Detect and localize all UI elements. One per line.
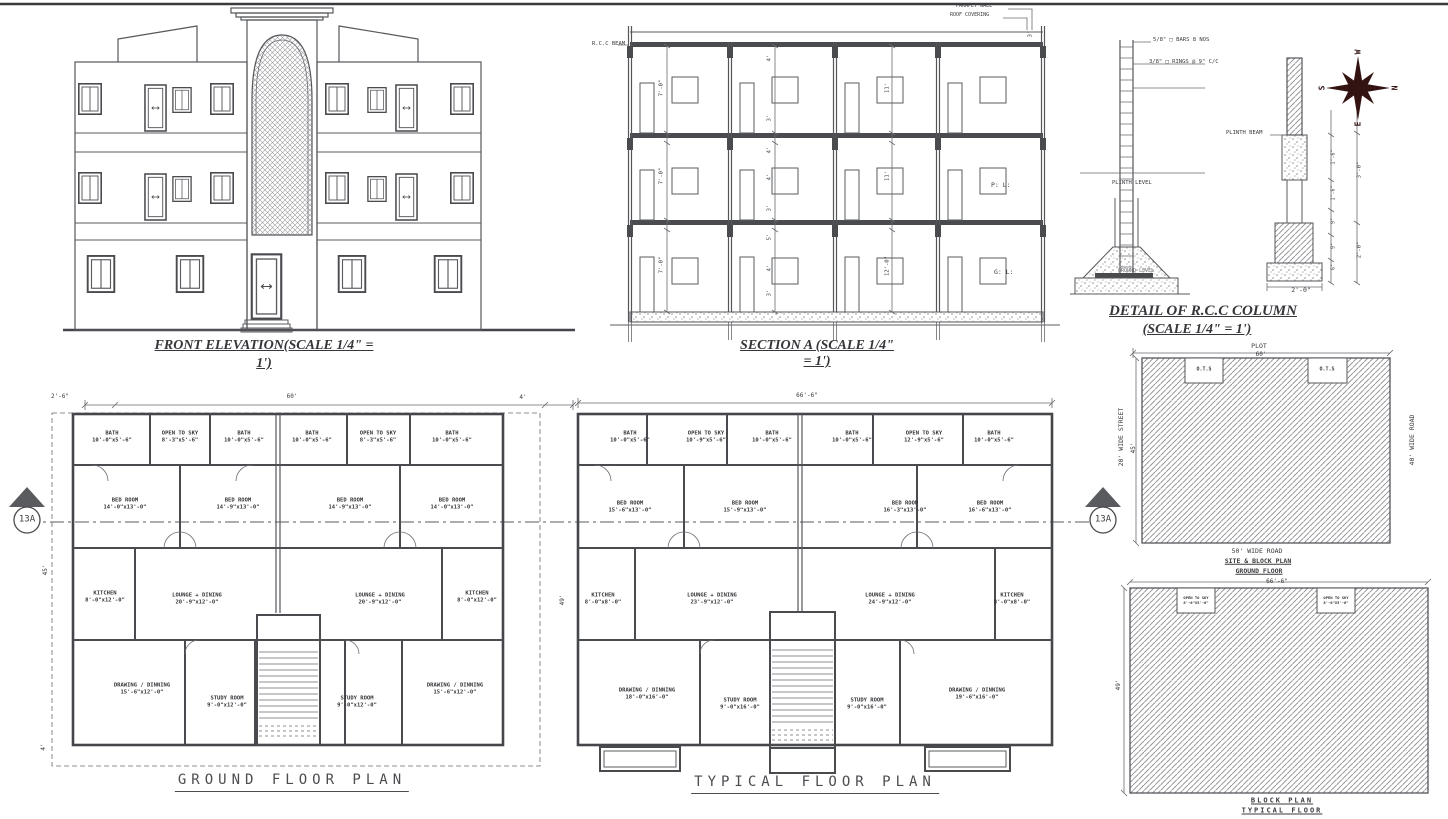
- column-detail-title-line2: (SCALE 1/4" = 1'): [1142, 322, 1252, 337]
- front-elevation-drawing: [55, 5, 585, 375]
- section-a-title-line2: = 1'): [803, 354, 831, 369]
- rcc-beam-label: R.C.C BEAM: [592, 41, 626, 47]
- room-dims: 9'-0"x12'-0": [337, 703, 377, 709]
- room-dims: 14'-9"x13'-0": [216, 505, 260, 511]
- dim-mid-f2-a: 4': [766, 146, 773, 154]
- room-label: [432, 431, 472, 446]
- dim-inner-4: 9": [1330, 242, 1337, 250]
- room-dims: 9'-0"x16'-0": [720, 705, 760, 711]
- room-dims: 24'-9"x12'-0": [868, 600, 912, 606]
- compass-rose: [1317, 48, 1400, 133]
- plinth-level-mark: P: L:: [991, 181, 1011, 189]
- bars-note: 5/8" □ BARS 8 NOS: [1153, 37, 1210, 43]
- room-dims: 14'-9"x13'-0": [328, 505, 372, 511]
- room-dims: 20'-9"x12'-0": [175, 600, 219, 606]
- room-label: [968, 501, 1011, 516]
- ots-name: OPEN TO SKY: [1323, 594, 1349, 600]
- ground-plan-dim-lines: [82, 400, 576, 410]
- room-name: KITCHEN: [591, 592, 615, 599]
- room-name: LOUNGE + DINING: [355, 592, 405, 599]
- room-label: [865, 593, 915, 608]
- room-dims: 10'-0"x5'-6": [92, 438, 132, 444]
- room-label: [686, 431, 726, 446]
- dim-mid-f1-c: 3': [766, 289, 773, 297]
- room-label: [103, 498, 146, 513]
- room-dims: 14'-0"x13'-0": [430, 505, 474, 511]
- room-dims: 10'-0"x5'-6": [224, 438, 264, 444]
- block-ots-left: [1183, 595, 1208, 605]
- room-dims: 15'-6"x12'-0": [433, 690, 477, 696]
- room-name: BATH: [765, 430, 779, 437]
- room-dims: 19'-6"x16'-0": [955, 695, 999, 701]
- typical-floor-plan-title: TYPICAL FLOOR PLAN: [691, 774, 939, 794]
- site-road-right-label: 40' WIDE ROAD: [1407, 414, 1416, 466]
- room-label: [207, 696, 247, 711]
- room-dims: 16'-3"x13'-0": [883, 508, 927, 514]
- room-name: KITCHEN: [465, 590, 489, 597]
- block-plan-title-line2: TYPICAL FLOOR: [1241, 806, 1323, 815]
- dim-11-f2: 11': [884, 171, 891, 181]
- ground-floor-plan-title: GROUND FLOOR PLAN: [175, 772, 409, 792]
- room-name: OPEN TO SKY: [359, 430, 397, 437]
- ground-level-mark: G: L:: [994, 268, 1014, 276]
- dim-mid-f3-a: 4': [766, 54, 773, 62]
- site-dim-left: 45': [1130, 442, 1137, 454]
- room-name: OPEN TO SKY: [161, 430, 199, 437]
- dim-mid-f2-b: 4': [766, 173, 773, 181]
- room-dims: 18'-0"x16'-0": [625, 695, 669, 701]
- room-name: BATH: [845, 430, 859, 437]
- ground-dim-top-left: 2'-6": [50, 393, 70, 400]
- room-label: [585, 593, 621, 608]
- room-label: [723, 501, 766, 516]
- block-plan-title-line1: BLOCK PLAN: [1250, 796, 1314, 805]
- dim-outer-1: 3'-0": [1356, 161, 1363, 179]
- room-dims: 12'-9"x5'-6": [904, 438, 944, 444]
- site-dim-top: 60': [1255, 351, 1267, 358]
- section-dim-lines: [618, 9, 1032, 314]
- room-label: [883, 501, 926, 516]
- room-dims: 23'-9"x12'-0": [690, 600, 734, 606]
- ots-dims: 8'-6"X5'-6": [1183, 600, 1209, 605]
- room-dims: 10'-0"x5'-6": [292, 438, 332, 444]
- front-elevation-title-line1: FRONT ELEVATION(SCALE 1/4" =: [154, 338, 374, 353]
- room-dims: 10'-0"x5'-6": [974, 438, 1014, 444]
- roof-covering-label: ROOF COVERING: [950, 12, 990, 18]
- room-name: BED ROOM: [438, 497, 466, 504]
- room-name: BED ROOM: [224, 497, 252, 504]
- room-dims: 15'-6"x13'-0": [608, 508, 652, 514]
- front-elevation-title-line2: 1'): [256, 356, 272, 371]
- ground-dim-bottom-left: 4': [40, 743, 47, 751]
- parapet-height-dim: 3': [1027, 30, 1034, 38]
- room-label: [162, 431, 198, 446]
- room-name: BED ROOM: [111, 497, 139, 504]
- room-name: BED ROOM: [616, 500, 644, 507]
- room-dims: 10'-0"x5'-6": [610, 438, 650, 444]
- site-street-left-label: 20' WIDE STREET: [1116, 407, 1125, 467]
- room-label: [904, 431, 944, 446]
- room-dims: 8'-3"x5'-6": [161, 438, 199, 444]
- typical-plan-balconies: [600, 747, 1010, 771]
- compass-north-label: N: [1390, 85, 1400, 91]
- room-label: [720, 698, 760, 713]
- room-name: BATH: [445, 430, 459, 437]
- dim-inner-1: 1'-6": [1330, 149, 1337, 165]
- room-name: BATH: [105, 430, 119, 437]
- room-dims: 14'-0"x13'-0": [103, 505, 147, 511]
- room-dims: 9'-0"x12'-0": [207, 703, 247, 709]
- room-dims: 8'-0"x12'-0": [457, 598, 497, 604]
- ground-dim-top: 60': [286, 393, 298, 400]
- compass-east-label: E: [1353, 121, 1363, 127]
- site-plan-title-line1: SITE & BLOCK PLAN: [1224, 556, 1292, 565]
- room-name: LOUNGE + DINING: [865, 592, 915, 599]
- room-dims: 8'-0"x8'-0": [584, 600, 622, 606]
- room-dims: 15'-6"x12'-0": [120, 690, 164, 696]
- room-label: [608, 501, 651, 516]
- section-a-title-line1: SECTION A (SCALE 1/4": [740, 338, 894, 353]
- room-dims: 10'-0"x5'-6": [832, 438, 872, 444]
- room-label: [337, 696, 377, 711]
- room-dims: 10'-9"x5'-6": [686, 438, 726, 444]
- block-plan-drawing: [1100, 565, 1448, 819]
- room-label: [619, 688, 675, 703]
- room-name: BATH: [623, 430, 637, 437]
- room-label: [430, 498, 473, 513]
- room-dims: 9'-0"x16'-0": [847, 705, 887, 711]
- block-ots-right: [1323, 595, 1348, 605]
- dim-mid-f2-c: 3': [766, 204, 773, 212]
- dim-mid-f1-b: 4': [766, 264, 773, 272]
- room-label: [457, 591, 497, 606]
- room-name: DRAWING / DINNING: [948, 687, 1006, 694]
- elevation-structure: [63, 8, 575, 330]
- room-name: BED ROOM: [336, 497, 364, 504]
- room-name: STUDY ROOM: [210, 695, 244, 702]
- rings-note: 3/8" □ RINGS @ 9" C/C: [1149, 59, 1219, 65]
- room-name: DRAWING / DINNING: [426, 682, 484, 689]
- room-label: [292, 431, 332, 446]
- ground-dim-left: 45': [42, 564, 49, 576]
- room-name: LOUNGE + DINING: [687, 592, 737, 599]
- typical-plan-door-arcs: [595, 465, 1019, 654]
- room-label: [224, 431, 264, 446]
- room-name: STUDY ROOM: [340, 695, 374, 702]
- dim-7-0-f2: 7'-0": [658, 167, 665, 185]
- dim-base: 2'-0": [1291, 285, 1311, 294]
- plinth-level-label: PLINTH LEVEL: [1112, 180, 1152, 186]
- ground-plan-door-arcs: [92, 465, 416, 654]
- dim-12-0-f1: 12'-0": [884, 256, 891, 276]
- dim-mid-f3-b: 3': [766, 114, 773, 122]
- room-name: STUDY ROOM: [723, 697, 757, 704]
- room-label: [360, 431, 396, 446]
- block-dim-left: 49': [1115, 679, 1122, 691]
- room-label: [847, 698, 887, 713]
- dim-7-0-f1: 7'-0": [658, 256, 665, 274]
- plinth-beam-label: PLINTH BEAM: [1226, 130, 1263, 136]
- room-label: [85, 591, 125, 606]
- room-dims: 15'-9"x13'-0": [723, 508, 767, 514]
- room-label: [687, 593, 737, 608]
- ots-name: OPEN TO SKY: [1183, 594, 1209, 600]
- ots-dims: 8'-6"X5'-6": [1323, 600, 1349, 605]
- room-name: KITCHEN: [1000, 592, 1024, 599]
- room-name: BED ROOM: [731, 500, 759, 507]
- room-label: [328, 498, 371, 513]
- dim-11-f3: 11': [884, 83, 891, 93]
- room-dims: 8'-0"x12'-0": [85, 598, 125, 604]
- parapet-wall-label: PARAPET WALL: [956, 3, 993, 9]
- arch-feature: [252, 35, 312, 235]
- room-label: [994, 593, 1030, 608]
- column-with-reinforcement: [1070, 40, 1205, 294]
- room-dims: 10'-0"x5'-6": [752, 438, 792, 444]
- room-name: STUDY ROOM: [850, 697, 884, 704]
- room-label: [216, 498, 259, 513]
- typical-floor-plan-drawing: [555, 390, 1065, 810]
- room-name: KITCHEN: [93, 590, 117, 597]
- room-name: BED ROOM: [976, 500, 1004, 507]
- typical-plan-dim-lines: [575, 398, 1055, 408]
- dim-inner-2: 1'-6": [1330, 185, 1337, 201]
- room-name: BATH: [987, 430, 1001, 437]
- room-dims: 8'-3"x5'-6": [359, 438, 397, 444]
- room-dims: 16'-6"x13'-0": [968, 508, 1012, 514]
- room-label: [949, 688, 1005, 703]
- column-detail-title-line1: DETAIL OF R.C.C COLUMN: [1109, 303, 1297, 319]
- dim-7-0-f3: 7'-0": [658, 79, 665, 97]
- room-dims: 10'-0"x5'-6": [432, 438, 472, 444]
- site-plan-title-line2: GROUND FLOOR: [1235, 566, 1283, 575]
- room-name: DRAWING / DINNING: [113, 682, 171, 689]
- room-label: [974, 431, 1014, 446]
- room-label: [114, 683, 170, 698]
- typical-dim-left: 49': [559, 594, 566, 606]
- room-name: OPEN TO SKY: [687, 430, 725, 437]
- room-label: [427, 683, 483, 698]
- room-label: [92, 431, 132, 446]
- ground-level-label: GROUND LEVEL: [1118, 268, 1155, 274]
- compass-west-label: W: [1353, 49, 1363, 55]
- room-label: [610, 431, 650, 446]
- room-label: [172, 593, 222, 608]
- section-openings: [640, 77, 1006, 312]
- block-dim-top: 66'-6": [1266, 578, 1288, 585]
- section-marker-left-label: 13A: [18, 514, 36, 525]
- ground-plan-stair: [257, 615, 320, 745]
- room-name: BATH: [237, 430, 251, 437]
- site-ots-label-right: O.T.S: [1319, 366, 1335, 373]
- room-name: OPEN TO SKY: [905, 430, 943, 437]
- room-label: [355, 593, 405, 608]
- room-label: [752, 431, 792, 446]
- room-name: LOUNGE + DINING: [172, 592, 222, 599]
- site-ots-label-left: O.T.S: [1196, 366, 1212, 373]
- typical-plan-stair: [770, 612, 835, 773]
- typical-dim-top: 66'-6": [796, 392, 818, 399]
- dim-mid-f1-a: 5': [766, 233, 773, 241]
- compass-south-label: S: [1317, 85, 1327, 91]
- dim-inner-3: 9": [1330, 217, 1337, 225]
- room-name: DRAWING / DINNING: [618, 687, 676, 694]
- room-dims: 20'-9"x12'-0": [358, 600, 402, 606]
- room-name: BATH: [305, 430, 319, 437]
- room-dims: 8'-0"x8'-0": [993, 600, 1031, 606]
- room-name: BED ROOM: [891, 500, 919, 507]
- site-plot-label: PLOT: [1251, 341, 1267, 350]
- site-road-bottom-label: 50' WIDE ROAD: [1231, 546, 1283, 555]
- section-marker-right-label: 13A: [1094, 514, 1112, 525]
- ground-dim-top-right: 4': [519, 394, 527, 401]
- dim-inner-5: 6": [1330, 263, 1337, 271]
- room-label: [832, 431, 872, 446]
- dim-outer-2: 2'-0": [1356, 241, 1363, 259]
